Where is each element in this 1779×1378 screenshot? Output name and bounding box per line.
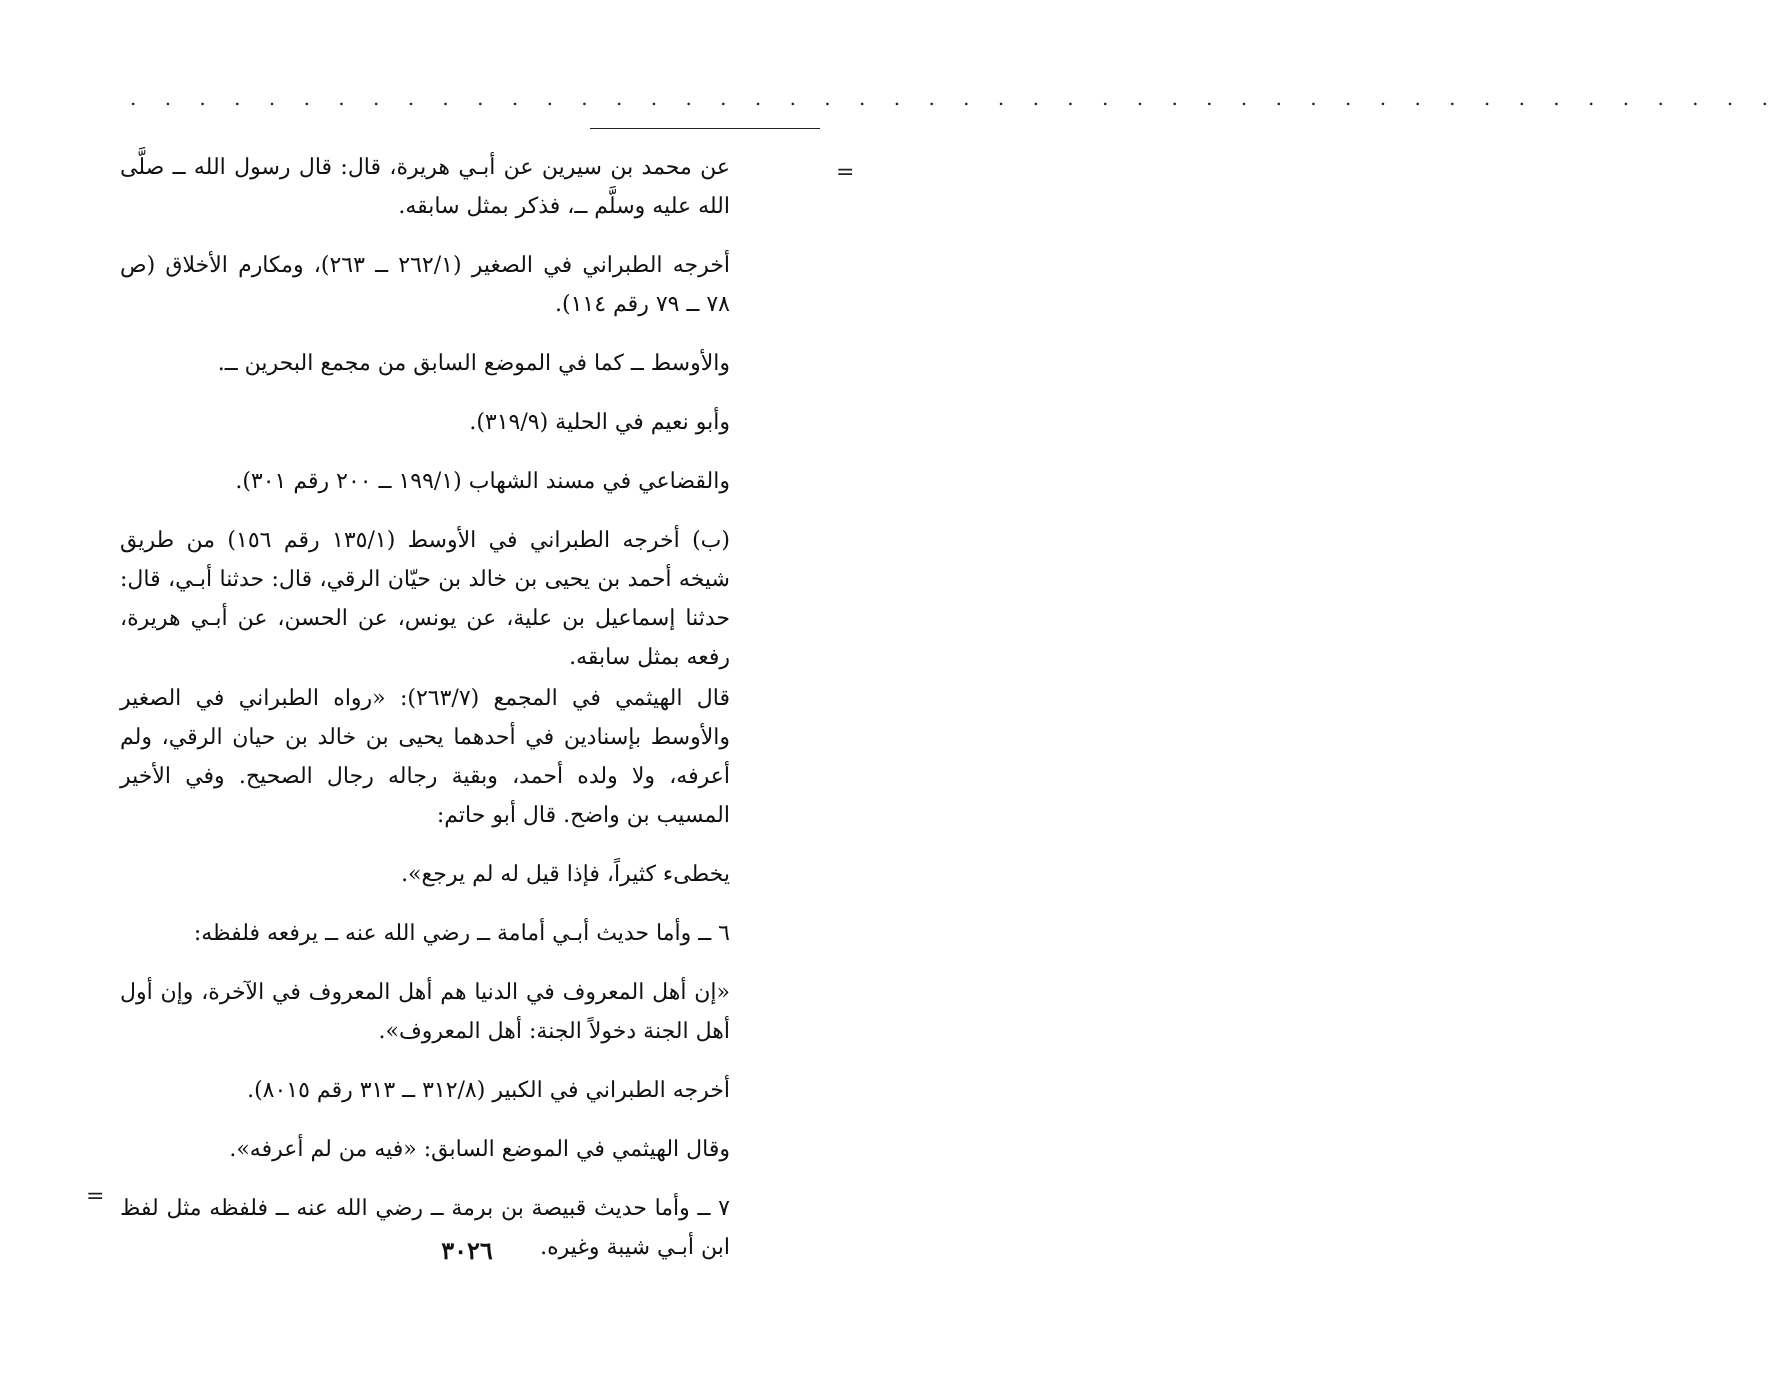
paragraph-1: عن محمد بن سيرين عن أبـي هريرة، قال: قال رسول الله ــ صلَّى الله عليه وسلَّم ــ، فذكر بمثل سابقه. <box>120 155 730 219</box>
page-number: ٣٠٢٦ <box>441 1236 493 1265</box>
paragraph-7: قال الهيثمي في المجمع (٢٦٣/٧): «رواه الطبراني في الصغير والأوسط بإسنادين في أحدهما يحيى بن خالد بن حيان الرقي، ولم أعرفه، ولا ولده أحمد، وبقية رجاله رجال الصحيح. وفي الأخير المسيب بن واضح. قال أبو حاتم: <box>120 686 730 828</box>
paragraph-12: وقال الهيثمي في الموضع السابق: «فيه من لم أعرفه». <box>229 1137 730 1162</box>
paragraph-11: أخرجه الطبراني في الكبير (٣١٢/٨ ــ ٣١٣ رقم ٨٠١٥). <box>247 1078 730 1103</box>
paragraph-2: أخرجه الطبراني في الصغير (٢٦٢/١ ــ ٢٦٣)، ومكارم الأخلاق (ص ٧٨ ــ ٧٩ رقم ١١٤). <box>120 253 730 317</box>
paragraph-10: «إن أهل المعروف في الدنيا هم أهل المعروف في الآخرة، وإن أول أهل الجنة دخولاً الجنة: أهل المعروف». <box>120 980 730 1044</box>
paragraph-6: (ب) أخرجه الطبراني في الأوسط (١٣٥/١ رقم ١٥٦) من طريق شيخه أحمد بن يحيى بن خالد بن حيّان الرقي، قال: حدثنا أبـي، قال: حدثنا إسماعيل بن علية، عن يونس، عن الحسن، عن أبـي هريرة، رفعه بمثل سابقه. <box>120 528 730 670</box>
paragraph-8: يخطىء كثيراً، فإذا قيل له لم يرجع». <box>401 862 730 887</box>
paragraph-13: ٧ ــ وأما حديث قبيصة بن برمة ــ رضي الله عنه ــ فلفظه مثل لفظ ابن أبـي شيبة وغيره. <box>120 1196 730 1260</box>
dot-leader: . . . . . . . . . . . . . . . . . . . . . . . . . . . . . . . . . . . . . . . . . . . . . . . . <box>130 86 1779 110</box>
continuation-mark-top: = <box>836 160 855 185</box>
footnote-text-body <box>120 148 730 1287</box>
paragraph-5: والقضاعي في مسند الشهاب (١٩٩/١ ــ ٢٠٠ رقم ٣٠١). <box>235 469 730 494</box>
paragraph-3: والأوسط ــ كما في الموضع السابق من مجمع البحرين ــ. <box>217 351 730 376</box>
footnote-separator-rule <box>590 128 820 129</box>
continuation-mark-bottom: = <box>86 1184 105 1209</box>
paragraph-4: وأبو نعيم في الحلية (٣١٩/٩). <box>469 410 730 435</box>
paragraph-9: ٦ ــ وأما حديث أبـي أمامة ــ رضي الله عنه ــ يرفعه فلفظه: <box>193 921 730 946</box>
